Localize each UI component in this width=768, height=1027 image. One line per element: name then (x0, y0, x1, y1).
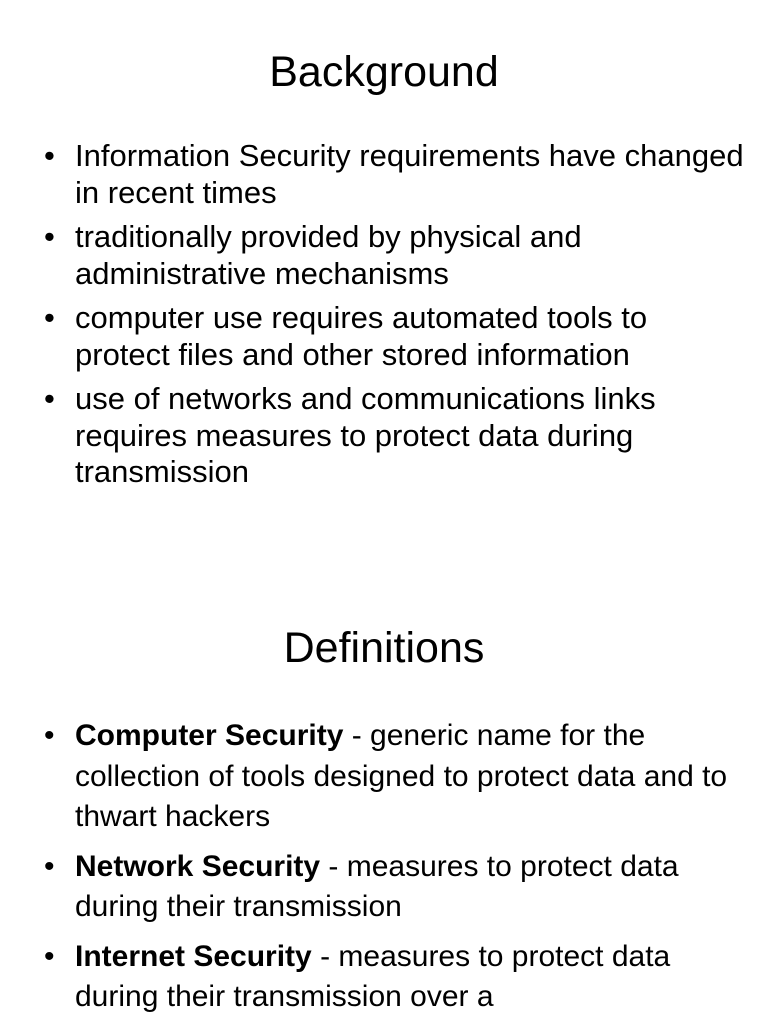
definition-item (0, 937, 768, 1018)
bullet-icon: • (44, 849, 55, 883)
slide-definitions (0, 560, 768, 1024)
bullet-list (0, 138, 768, 499)
definition-item (0, 847, 768, 928)
definition-text: - generic name for the collection of tools designed to protect data and to thwart hackers (75, 719, 728, 833)
bullet-text: computer use requires automated tools to protect files and other stored information (75, 300, 648, 372)
bullet-icon: • (44, 939, 55, 973)
bullet-item (0, 300, 768, 373)
bullet-item (0, 138, 768, 211)
definition-term: Internet Security (75, 939, 312, 973)
bullet-item (0, 381, 768, 491)
bullet-icon: • (44, 381, 55, 416)
bullet-icon: • (44, 138, 55, 173)
bullet-text: Information Security requirements have changed in recent times (75, 138, 744, 210)
slide-title: Definitions (283, 624, 485, 672)
definition-text: - measures to protect data during their transmission (75, 849, 679, 923)
definition-term: Computer Security (75, 719, 344, 752)
slide-title: Background (269, 48, 499, 96)
definition-term: Network Security (75, 849, 321, 883)
definition-list (0, 716, 768, 1027)
bullet-item (0, 219, 768, 292)
bullet-icon: • (44, 300, 55, 335)
bullet-text: traditionally provided by physical and administrative mechanisms (75, 219, 582, 291)
definition-text: - measures to protect data during their transmission over a (75, 939, 671, 1013)
bullet-icon: • (44, 219, 55, 254)
bullet-icon: • (44, 719, 55, 752)
bullet-text: use of networks and communications links requires measures to protect data during transmission (75, 381, 656, 489)
definition-item (0, 716, 768, 838)
